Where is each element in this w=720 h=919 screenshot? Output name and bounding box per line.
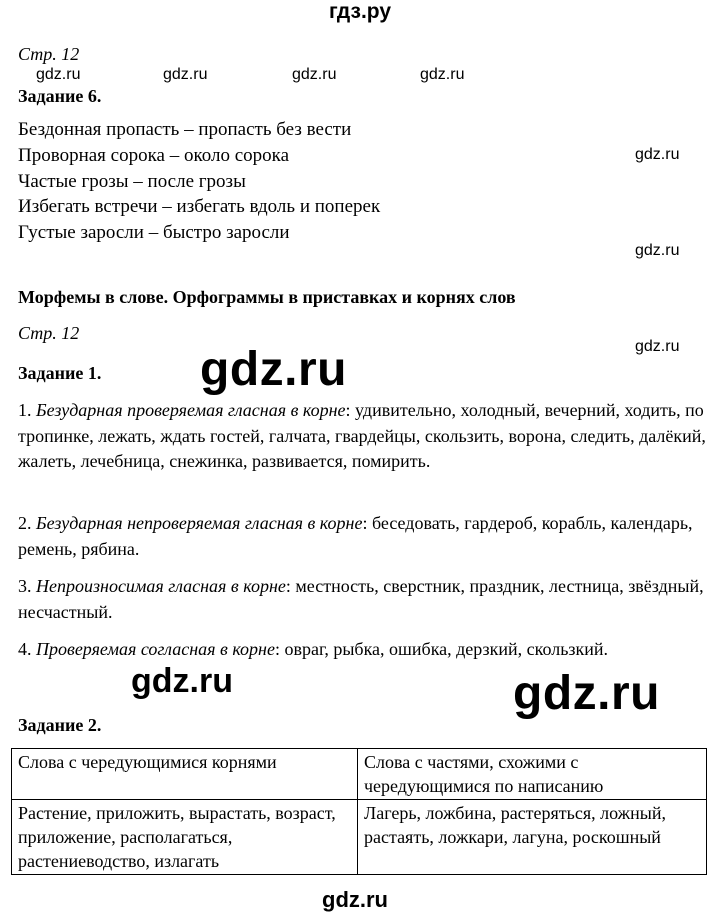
text-line: Частые грозы – после грозы (18, 171, 246, 192)
answer-item (18, 574, 710, 625)
text-line: Избегать встречи – избегать вдоль и поперек (18, 196, 381, 217)
item-category: Безударная непроверяемая гласная в корне (36, 513, 363, 533)
watermark: gdz.ru (292, 66, 337, 83)
watermark: gdz.ru (635, 146, 680, 163)
item-text: : беседовать, гардероб, корабль, календарь, ремень, рябина. (18, 513, 693, 559)
task-title: Задание 6. (18, 86, 102, 106)
answer-item (18, 637, 710, 663)
section-title: Морфемы в слове. Орфограммы в приставках и корнях слов (18, 287, 516, 307)
table-header-cell: Слова с частями, схожими с чередующимися по написанию (358, 749, 707, 800)
watermark-large: gdz.ru (513, 667, 660, 720)
watermark: gdz.ru (36, 66, 81, 83)
item-number: 3. (18, 576, 36, 596)
answer-item (18, 511, 710, 562)
words-table (11, 748, 707, 875)
table-cell: Лагерь, ложбина, растеряться, ложный, растаять, ложкари, лагуна, роскошный (358, 800, 707, 875)
text-line: Бездонная пропасть – пропасть без вести (18, 119, 352, 140)
table-header-cell: Слова с чередующимися корнями (12, 749, 358, 800)
item-number: 2. (18, 513, 36, 533)
text-line: Густые заросли – быстро заросли (18, 222, 290, 243)
item-text: : овраг, рыбка, ошибка, дерзкий, скользкий. (274, 639, 609, 659)
table-row (12, 800, 707, 875)
page-ref: Стр. 12 (18, 323, 80, 343)
item-number: 4. (18, 639, 36, 659)
page-ref: Стр. 12 (18, 44, 80, 64)
footer-watermark: gdz.ru (322, 887, 388, 912)
answer-item (18, 398, 710, 475)
watermark: gdz.ru (635, 242, 680, 259)
watermark: gdz.ru (420, 66, 465, 83)
text-line: Проворная сорока – около сорока (18, 145, 290, 166)
table-header-row (12, 749, 707, 800)
item-text: : удивительно, холодный, вечерний, ходить, по тропинке, лежать, ждать гостей, галчата, гвардейцы, скользить, ворона, следить, далёкий, жалеть, лечебница, снежинка, развивается, помирить. (18, 400, 706, 471)
site-header: гдз.ру (328, 0, 392, 23)
watermark: gdz.ru (163, 66, 208, 83)
item-category: Непроизносимая гласная в корне (36, 576, 286, 596)
watermark-large: gdz.ru (200, 343, 347, 396)
table-cell: Растение, приложить, вырастать, возраст, приложение, располагаться, растениеводство, излагать (12, 800, 358, 875)
item-category: Проверяемая согласная в корне (36, 639, 275, 659)
item-text: : местность, сверстник, праздник, лестница, звёздный, несчастный. (18, 576, 704, 622)
watermark-large: gdz.ru (131, 662, 233, 700)
task-title: Задание 1. (18, 363, 102, 383)
item-number: 1. (18, 400, 36, 420)
watermark: gdz.ru (635, 338, 680, 355)
item-category: Безударная проверяемая гласная в корне (36, 400, 346, 420)
task-title: Задание 2. (18, 715, 102, 735)
